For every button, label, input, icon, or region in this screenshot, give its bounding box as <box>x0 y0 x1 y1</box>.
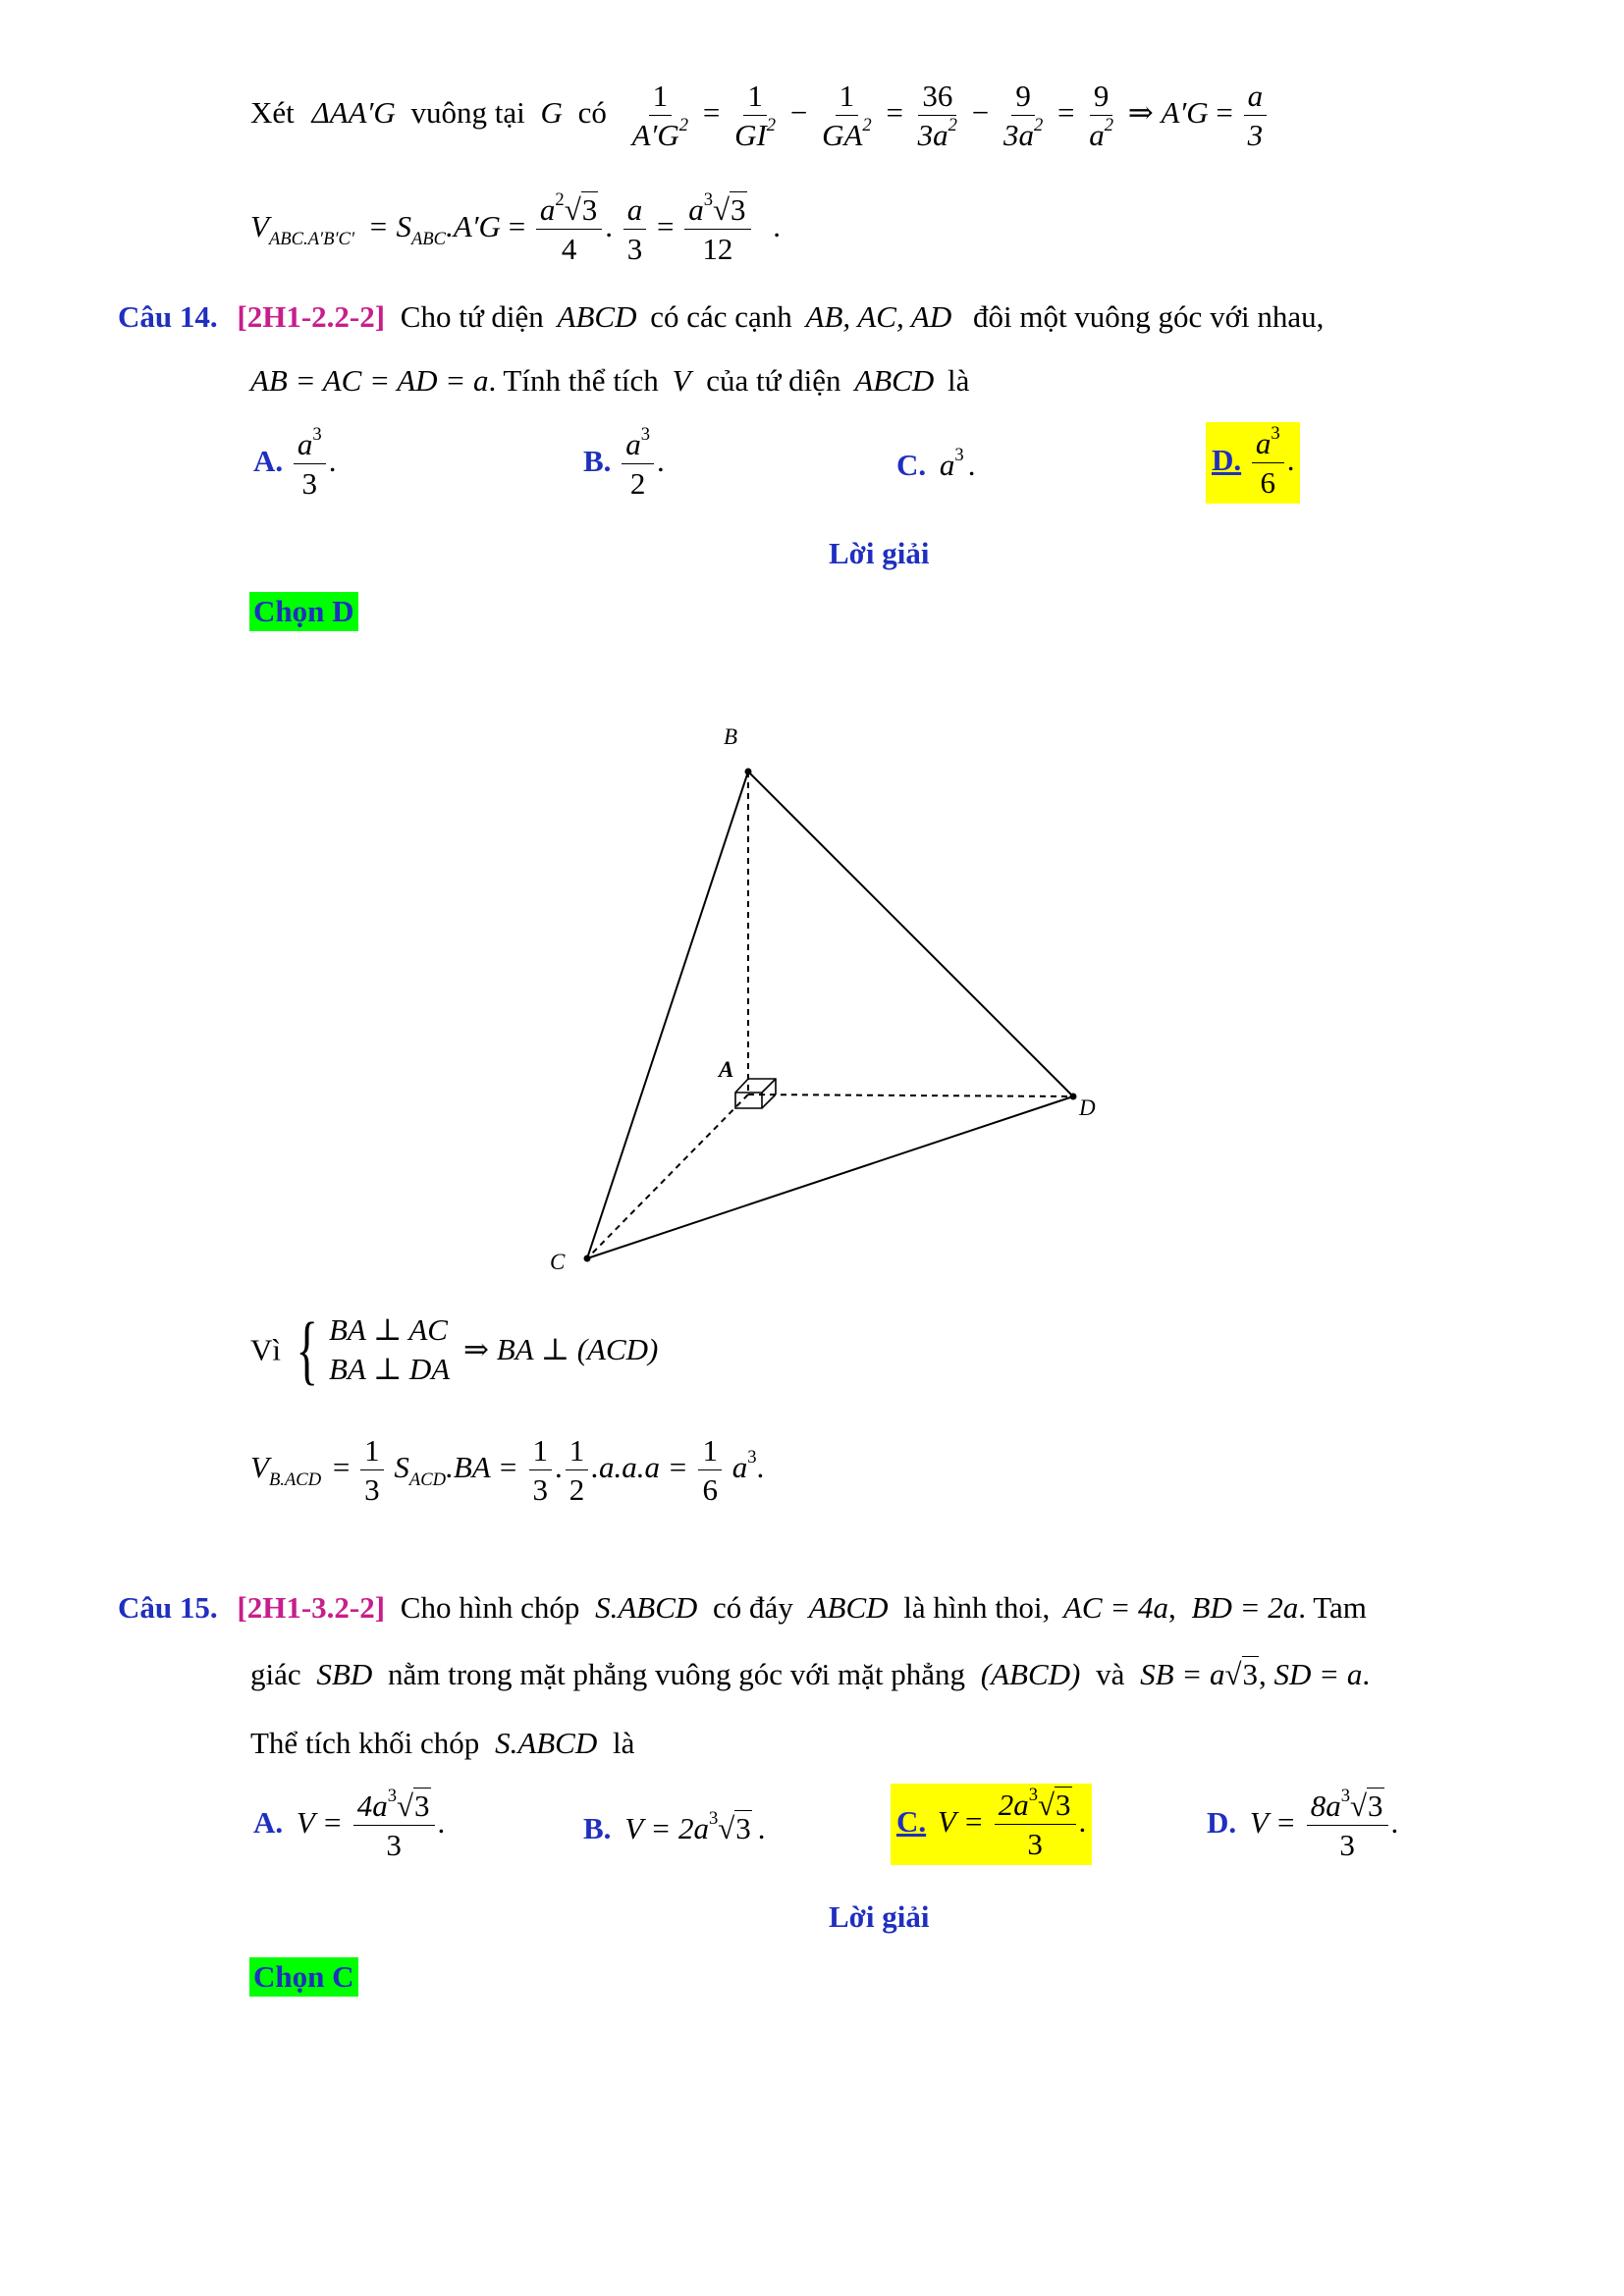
fraction: $\frac{4a^3√3}{3}$ <box>353 1789 435 1862</box>
math: S.ABCD <box>495 1726 598 1760</box>
question-label: Câu 15. <box>118 1590 218 1625</box>
q15-option-c[interactable]: C. V = $\frac{2a^3√3}{3}$ . <box>891 1784 1092 1865</box>
vertex-c <box>584 1255 591 1262</box>
math: ⇒ BA ⊥ (ACD) <box>463 1332 659 1367</box>
text: có các cạnh <box>650 299 792 334</box>
q15-answer-badge: Chọn C <box>249 1957 358 1997</box>
text: Cho tứ diện <box>400 299 544 334</box>
q14-solution-heading: Lời giải <box>829 536 930 570</box>
math: BD = 2a <box>1191 1590 1299 1625</box>
edge-ac <box>587 1095 748 1258</box>
fraction: $\frac{36}{3a^2}$ <box>917 79 957 152</box>
text: Thể tích khối chóp <box>250 1726 480 1760</box>
top-line-1: Xét ΔAA′G vuông tại G có $\frac{1}{A'G^2}$ = $\frac{1}{GI^2}$ − $\frac{1}{GA^2}$ = $\frac{36}{3a^2}$ − $\frac{9}{3a^2}$ = $\frac{9}{a^2}$ ⇒ A′G = $\frac{a}{3}$ <box>250 79 1270 152</box>
text: là <box>947 363 970 398</box>
fraction: $\frac{9}{3a^2}$ <box>1002 79 1044 152</box>
q14-answer-badge: Chọn D <box>249 592 358 631</box>
label-b: B <box>724 724 738 749</box>
vertex-d <box>1070 1094 1077 1100</box>
math: ABCD <box>808 1590 889 1625</box>
q14-line-2: AB = AC = AD = a. Tính thể tích V của tứ diện ABCD là <box>250 363 970 398</box>
q14-volume-line: $V_{B.ACD}$ = $\frac{1}{3}$ $S_{ACD}.BA$ = $\frac{1}{3}$ . $\frac{1}{2}$ .a.a.a = $\frac{1}{6}$ $a^3$. <box>250 1433 765 1507</box>
math: AB, AC, AD <box>805 299 952 334</box>
math: V <box>672 363 691 398</box>
text: là hình thoi, <box>903 1590 1051 1625</box>
q14-line-1 <box>118 299 1324 335</box>
math: (ABCD) <box>980 1657 1081 1691</box>
math: S.ABCD <box>595 1590 698 1625</box>
edge-bc <box>587 772 748 1258</box>
equation-system: BA ⊥ AC BA ⊥ DA <box>328 1312 451 1387</box>
edge-ad <box>748 1095 1073 1096</box>
math: SD = a <box>1273 1657 1363 1691</box>
text: nằm trong mặt phẳng vuông góc với mặt phẳng <box>387 1657 966 1691</box>
q14-option-a[interactable]: A. $\frac{a^3}{3}$ . <box>253 424 337 501</box>
q14-option-d[interactable]: D. $\frac{a^3}{6}$ . <box>1206 422 1300 504</box>
fraction: $\frac{1}{A'G^2}$ <box>631 79 689 152</box>
math: SB = a <box>1140 1657 1225 1691</box>
text: giác <box>250 1657 301 1691</box>
q15-option-a[interactable]: A. V = $\frac{4a^3√3}{3}$ . <box>253 1786 446 1862</box>
question-label: Câu 14. <box>118 299 218 334</box>
q14-option-c[interactable]: C. $a^3$ . <box>896 445 976 482</box>
label-d: D <box>1079 1095 1096 1120</box>
text: của tứ diện <box>706 363 841 398</box>
q15-solution-heading: Lời giải <box>829 1899 930 1934</box>
label-c: C <box>550 1250 566 1274</box>
right-angle-marker <box>735 1079 776 1108</box>
math: ABCD <box>557 299 637 334</box>
q15-line-3 <box>250 1726 634 1761</box>
math: V <box>250 208 269 243</box>
math: ABCD <box>854 363 935 398</box>
vertex-b <box>745 769 752 775</box>
text: Cho hình chóp <box>400 1590 580 1625</box>
math: ΔAA′G <box>311 94 396 130</box>
text: và <box>1096 1657 1125 1691</box>
fraction: $\frac{8a^3√3}{3}$ <box>1307 1789 1388 1862</box>
text: vuông tại <box>410 94 525 130</box>
fraction: $\frac{a^3}{6}$ <box>1252 426 1284 500</box>
fraction: $\frac{a}{3}$ <box>1244 79 1268 152</box>
fraction: $\frac{1}{2}$ <box>566 1433 589 1507</box>
q15-option-b[interactable]: B. $V = 2a^3√3$ . <box>583 1808 766 1845</box>
fraction: $\frac{1}{GI^2}$ <box>734 79 777 152</box>
fraction: $\frac{1}{3}$ <box>360 1433 384 1507</box>
text: có đáy <box>713 1590 793 1625</box>
q15-line-1: Câu 15. [2H1-3.2-2] Cho hình chóp S.ABCD có đáy ABCD là hình thoi, AC = 4a, BD = 2a. Tam <box>118 1590 1367 1625</box>
q15-line-2: giác SBD nằm trong mặt phẳng vuông góc với mặt phẳng (ABCD) và SB = a√3, SD = a. <box>250 1657 1371 1691</box>
fraction: $\frac{1}{GA^2}$ <box>822 79 872 152</box>
text: có <box>577 94 607 130</box>
math: AC = 4a <box>1062 1590 1169 1625</box>
fraction: $\frac{a}{3}$ <box>623 192 647 266</box>
fraction: $\frac{a^2√3}{4}$ <box>536 192 602 266</box>
text: là <box>613 1726 635 1760</box>
label-a: A <box>719 1057 734 1082</box>
math: A′G <box>1161 94 1209 130</box>
fraction: $\frac{a^3}{3}$ <box>294 427 326 501</box>
edge-cd <box>587 1096 1073 1258</box>
fraction: $\frac{a^3√3}{12}$ <box>684 192 750 266</box>
q15-option-d[interactable]: D. V = $\frac{8a^3√3}{3}$ . <box>1207 1786 1399 1862</box>
math: AB = AC = AD = a <box>250 363 489 398</box>
fraction: $\frac{1}{3}$ <box>529 1433 553 1507</box>
math: = S <box>367 208 411 243</box>
question-code: [2H1-3.2-2] <box>237 1590 386 1625</box>
fraction: $\frac{1}{6}$ <box>698 1433 722 1507</box>
question-code: [2H1-2.2-2] <box>237 299 386 334</box>
math: G <box>540 94 563 130</box>
edge-bd <box>748 772 1073 1096</box>
top-line-2: $V_{ABC.A'B'C'} = S_{ABC}.A'G$ = $\frac{a^2√3}{4}$ . $\frac{a}{3}$ = $\frac{a^3√3}{12}$ . <box>250 189 782 266</box>
q14-system-line: Vì { BA ⊥ AC BA ⊥ DA ⇒ BA ⊥ (ACD) <box>250 1307 659 1393</box>
q14-option-b[interactable]: B. $\frac{a^3}{2}$ . <box>583 424 665 501</box>
math: SBD <box>316 1657 373 1691</box>
text: Xét <box>250 94 295 130</box>
text: Vì <box>250 1332 281 1367</box>
fraction: $\frac{a^3}{2}$ <box>622 427 654 501</box>
fraction: $\frac{2a^3√3}{3}$ <box>995 1788 1076 1861</box>
text: đôi một vuông góc với nhau, <box>972 299 1325 334</box>
fraction: $\frac{9}{a^2}$ <box>1089 79 1114 152</box>
